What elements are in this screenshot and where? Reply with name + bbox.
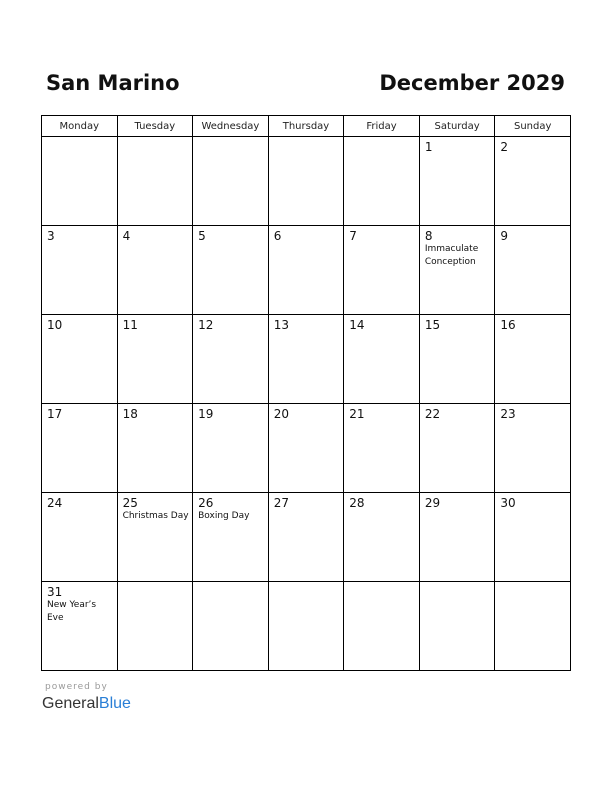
day-cell[interactable] <box>419 226 495 315</box>
week-row <box>42 137 571 226</box>
day-number: 24 <box>47 496 63 510</box>
day-cell[interactable] <box>42 315 118 404</box>
day-number: 26 <box>198 496 214 510</box>
weekday-header: Tuesday <box>117 116 193 137</box>
week-row <box>42 404 571 493</box>
day-cell[interactable] <box>495 404 571 493</box>
day-cell[interactable] <box>495 315 571 404</box>
day-number: 16 <box>500 318 516 332</box>
day-cell[interactable] <box>117 493 193 582</box>
day-cell[interactable] <box>419 137 495 226</box>
day-number: 6 <box>273 229 282 243</box>
day-number: 11 <box>122 318 138 332</box>
day-number: 8 <box>424 229 433 243</box>
day-cell[interactable] <box>344 226 420 315</box>
brand-part-blue: Blue <box>98 695 131 712</box>
day-cell[interactable] <box>193 493 269 582</box>
weekday-header-row <box>42 116 571 137</box>
day-cell[interactable] <box>193 404 269 493</box>
week-row <box>42 226 571 315</box>
weekday-header: Sunday <box>495 116 571 137</box>
weekday-header: Friday <box>344 116 420 137</box>
day-number: 29 <box>424 496 441 510</box>
day-cell[interactable] <box>268 493 344 582</box>
weekday-header: Thursday <box>268 116 344 137</box>
day-number: 23 <box>500 407 516 421</box>
day-cell[interactable] <box>495 493 571 582</box>
holiday-label: New Year’s Eve <box>47 600 97 623</box>
country-title: San Marino <box>46 71 180 95</box>
day-cell[interactable] <box>42 226 118 315</box>
day-number: 7 <box>349 229 357 243</box>
day-number: 2 <box>500 140 509 154</box>
day-number: 28 <box>349 496 365 510</box>
week-row <box>42 315 571 404</box>
day-cell[interactable] <box>268 404 344 493</box>
day-number: 14 <box>349 318 365 332</box>
day-number: 22 <box>424 407 441 421</box>
day-cell[interactable] <box>419 315 495 404</box>
day-cell[interactable] <box>344 404 420 493</box>
holiday-label: Boxing Day <box>198 511 250 521</box>
day-number: 17 <box>47 407 63 421</box>
day-number: 31 <box>47 585 63 599</box>
generalblue-logo[interactable] <box>42 694 131 714</box>
day-cell[interactable] <box>419 493 495 582</box>
day-number: 21 <box>349 407 365 421</box>
day-cell[interactable] <box>419 404 495 493</box>
day-number: 1 <box>424 140 433 154</box>
holiday-label: Immaculate Conception <box>424 244 479 267</box>
day-cell <box>117 137 193 226</box>
powered-by-text: powered by <box>45 682 108 692</box>
week-row <box>42 582 571 671</box>
day-number: 9 <box>500 229 509 243</box>
day-number: 19 <box>198 407 214 421</box>
weekday-header: Monday <box>42 116 118 137</box>
day-number: 4 <box>122 229 131 243</box>
day-cell[interactable] <box>42 493 118 582</box>
week-row <box>42 493 571 582</box>
holiday-label: Christmas Day <box>122 511 189 521</box>
day-cell[interactable] <box>42 582 118 671</box>
month-year-title: December 2029 <box>379 71 565 95</box>
calendar-grid <box>41 115 571 671</box>
weekday-header: Wednesday <box>193 116 269 137</box>
day-cell[interactable] <box>344 493 420 582</box>
day-cell[interactable] <box>495 137 571 226</box>
day-cell <box>117 582 193 671</box>
day-number: 30 <box>500 496 516 510</box>
day-number: 10 <box>47 318 63 332</box>
day-cell[interactable] <box>344 315 420 404</box>
day-cell <box>42 137 118 226</box>
day-cell[interactable] <box>495 226 571 315</box>
day-cell <box>193 582 269 671</box>
day-cell[interactable] <box>117 226 193 315</box>
day-cell[interactable] <box>268 315 344 404</box>
day-cell <box>419 582 495 671</box>
day-cell <box>268 582 344 671</box>
day-cell[interactable] <box>117 315 193 404</box>
calendar-body <box>42 137 571 671</box>
day-number: 18 <box>122 407 138 421</box>
day-cell[interactable] <box>193 226 269 315</box>
day-number: 13 <box>273 318 289 332</box>
day-cell[interactable] <box>117 404 193 493</box>
weekday-header: Saturday <box>419 116 495 137</box>
day-cell <box>344 582 420 671</box>
day-cell[interactable] <box>193 315 269 404</box>
day-cell <box>268 137 344 226</box>
day-number: 20 <box>273 407 289 421</box>
brand-part-general: General <box>42 695 99 712</box>
day-cell <box>495 582 571 671</box>
day-number: 25 <box>122 496 138 510</box>
day-number: 12 <box>198 318 214 332</box>
day-cell <box>193 137 269 226</box>
day-number: 5 <box>198 229 206 243</box>
day-cell[interactable] <box>42 404 118 493</box>
day-number: 15 <box>424 318 441 332</box>
day-cell[interactable] <box>268 226 344 315</box>
day-cell <box>344 137 420 226</box>
day-number: 27 <box>273 496 289 510</box>
day-number: 3 <box>47 229 55 243</box>
